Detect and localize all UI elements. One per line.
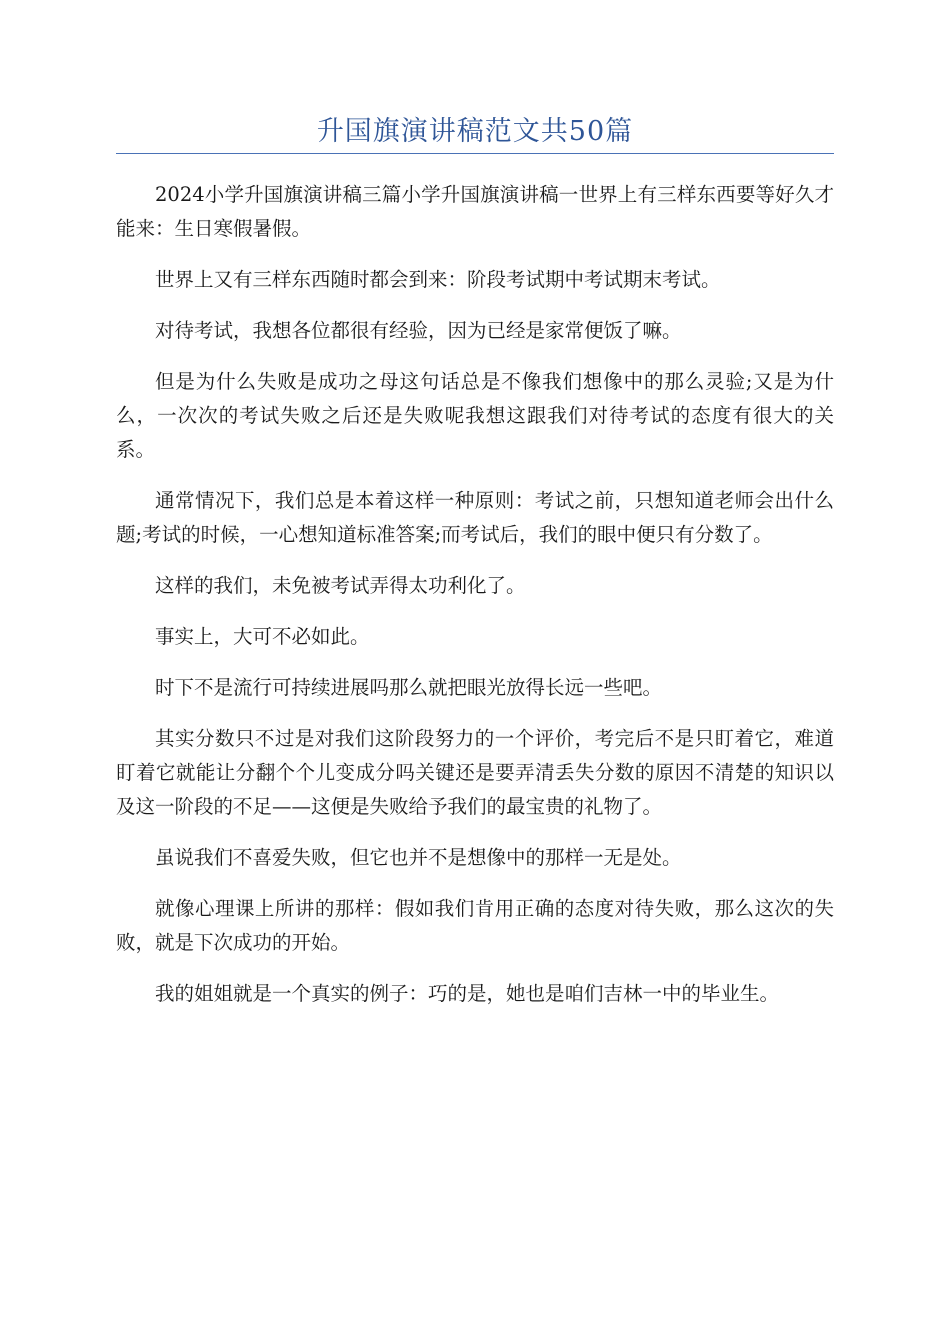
paragraph: 对待考试，我想各位都很有经验，因为已经是家常便饭了嘛。 [155,319,682,342]
document-body [116,178,834,1028]
paragraph: 事实上，大可不必如此。 [155,625,370,648]
paragraph: 时下不是流行可持续进展吗那么就把眼光放得长远一些吧。 [155,676,663,699]
document-title: 升国旗演讲稿范文共50篇 [316,116,634,147]
paragraph: 通常情况下，我们总是本着这样一种原则：考试之前，只想知道老师会出什么题;考试的时候，一心想知道标准答案;而考试后，我们的眼中便只有分数了。 [116,489,834,546]
paragraph: 2024小学升国旗演讲稿三篇小学升国旗演讲稿一世界上有三样东西要等好久才能来：生日寒假暑假。 [116,183,834,240]
title-underline [116,153,834,154]
paragraph: 就像心理课上所讲的那样：假如我们肯用正确的态度对待失败，那么这次的失败，就是下次成功的开始。 [116,897,834,954]
paragraph: 我的姐姐就是一个真实的例子：巧的是，她也是咱们吉林一中的毕业生。 [155,982,780,1005]
paragraph: 其实分数只不过是对我们这阶段努力的一个评价，考完后不是只盯着它，难道盯着它就能让分翻个个儿变成分吗关键还是要弄清丢失分数的原因不清楚的知识以及这一阶段的不足——这便是失败给予我们的最宝贵的礼物了。 [116,727,834,818]
paragraph: 虽说我们不喜爱失败，但它也并不是想像中的那样一无是处。 [155,846,682,869]
paragraph: 但是为什么失败是成功之母这句话总是不像我们想像中的那么灵验;又是为什么，一次次的考试失败之后还是失败呢我想这跟我们对待考试的态度有很大的关系。 [116,370,834,461]
paragraph: 世界上又有三样东西随时都会到来：阶段考试期中考试期末考试。 [155,268,721,291]
paragraph: 这样的我们，未免被考试弄得太功利化了。 [155,574,526,597]
